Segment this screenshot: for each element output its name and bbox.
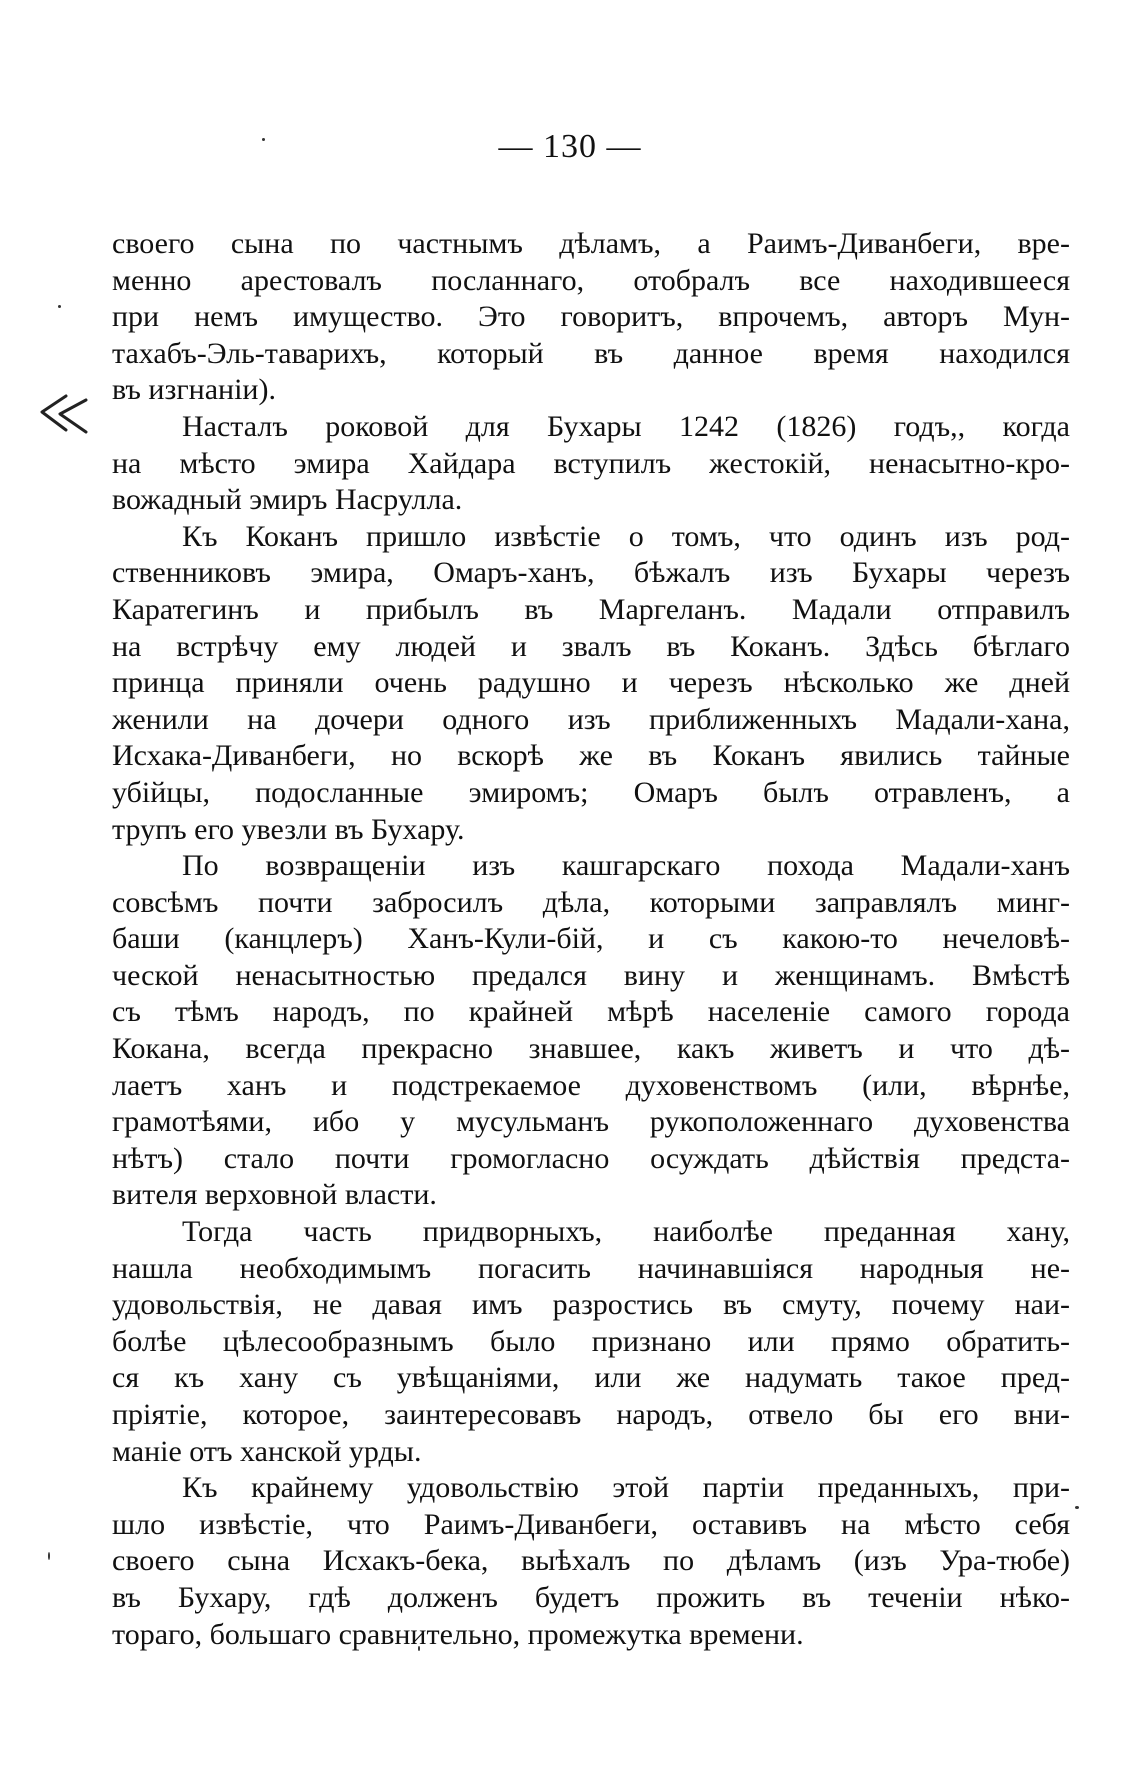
text-line: болѣе цѣлесообразнымъ было признано или прямо обратить- bbox=[112, 1324, 1070, 1358]
text-line: въ изгнаніи). bbox=[112, 373, 276, 407]
page-number: — 130 — bbox=[498, 128, 642, 165]
text-line: въ Бухару, гдѣ долженъ будетъ прожить въ теченіи нѣко- bbox=[112, 1580, 1070, 1614]
text-line: ственниковъ эмира, Омаръ-ханъ, бѣжалъ изъ Бухары черезъ bbox=[112, 556, 1070, 590]
text-line: при немъ имущество. Это говоритъ, впрочемъ, авторъ Мун- bbox=[112, 300, 1070, 334]
text-line: Каратегинъ и прибылъ въ Маргеланъ. Мадали отправилъ bbox=[112, 592, 1070, 626]
paragraph bbox=[112, 1214, 1070, 1470]
text-line: нѣтъ) стало почти громогласно осуждать дѣйствія предста- bbox=[112, 1141, 1070, 1175]
scan-speck bbox=[262, 138, 265, 141]
text-line: трупъ его увезли въ Бухару. bbox=[112, 812, 465, 846]
double-chevron-left-icon bbox=[36, 390, 92, 438]
text-line: Къ крайнему удовольствію этой партіи преданныхъ, при- bbox=[182, 1471, 1070, 1505]
text-line: маніе отъ ханской урды. bbox=[112, 1434, 422, 1468]
text-line: на мѣсто эмира Хайдара вступилъ жестокій, ненасытно-кро- bbox=[112, 446, 1070, 480]
text-line: шло извѣстіе, что Раимъ-Диванбеги, оставивъ на мѣсто себя bbox=[112, 1507, 1070, 1541]
paragraph bbox=[112, 519, 1070, 848]
text-line: женили на дочери одного изъ приближенныхъ Мадали-хана, bbox=[112, 702, 1070, 736]
text-line: Къ Коканъ пришло извѣстіе о томъ, что одинъ изъ род- bbox=[182, 519, 1070, 553]
text-line: тахабъ-Эль-таварихъ, который въ данное время находился bbox=[112, 336, 1070, 370]
text-line: съ тѣмъ народъ, по крайней мѣрѣ населеніе самого города bbox=[112, 995, 1070, 1029]
text-line: нашла необходимымъ погасить начинавшіяся народныя не- bbox=[112, 1251, 1070, 1285]
text-line: своего сына Исхакъ-бека, выѣхалъ по дѣламъ (изъ Ура-тюбе) bbox=[112, 1544, 1070, 1578]
text-line: вожадный эмиръ Насрулла. bbox=[112, 483, 463, 517]
text-line: убійцы, подосланные эмиромъ; Омаръ былъ отравленъ, а bbox=[112, 775, 1070, 809]
text-line: на встрѣчу ему людей и звалъ въ Коканъ. Здѣсь бѣглаго bbox=[112, 629, 1070, 663]
text-line: принца приняли очень радушно и черезъ нѣсколько же дней bbox=[112, 666, 1070, 700]
text-line: баши (канцлеръ) Ханъ-Кули-бій, и съ какою-то нечеловѣ- bbox=[112, 922, 1070, 956]
text-line: вителя верховной власти. bbox=[112, 1178, 437, 1212]
paragraph bbox=[112, 226, 1070, 409]
text-line: Тогда часть придворныхъ, наиболѣе преданная хану, bbox=[182, 1215, 1070, 1249]
paragraph bbox=[112, 1470, 1070, 1653]
text-line: своего сына по частнымъ дѣламъ, а Раимъ-Диванбеги, вре- bbox=[112, 227, 1070, 260]
scan-speck bbox=[58, 305, 61, 308]
text-line: Исхака-Диванбеги, но вскорѣ же въ Коканъ явились тайные bbox=[112, 739, 1070, 773]
text-line: менно арестовалъ посланнаго, отобралъ все находившееся bbox=[112, 263, 1070, 297]
paragraph bbox=[112, 848, 1070, 1214]
text-line: совсѣмъ почти забросилъ дѣла, которыми заправлялъ минг- bbox=[112, 885, 1070, 919]
text-line: удовольствія, не давая имъ разростись въ смуту, почему наи- bbox=[112, 1288, 1070, 1322]
text-line: ся къ хану съ увѣщаніями, или же надумать такое пред- bbox=[112, 1361, 1070, 1395]
text-line: Насталъ роковой для Бухары 1242 (1826) годъ,, когда bbox=[182, 409, 1070, 443]
text-line: тораго, большаго сравнительно, промежутка времени. bbox=[112, 1617, 804, 1651]
text-line: По возвращеніи изъ кашгарскаго похода Мадали-ханъ bbox=[182, 849, 1070, 883]
scan-speck bbox=[1075, 1506, 1079, 1509]
text-line: грамотѣями, ибо у мусульманъ рукоположеннаго духовенства bbox=[112, 1105, 1070, 1139]
text-line: лаетъ ханъ и подстрекаемое духовенствомъ (или, вѣрнѣе, bbox=[112, 1068, 1070, 1102]
text-line: Кокана, всегда прекрасно знавшее, какъ живетъ и что дѣ- bbox=[112, 1032, 1070, 1066]
paragraph bbox=[112, 409, 1070, 519]
body-text bbox=[112, 226, 1070, 1653]
text-line: пріятіе, которое, заинтересовавъ народъ, отвело бы его вни- bbox=[112, 1398, 1070, 1431]
text-line: ческой ненасытностью предался вину и женщинамъ. Вмѣстѣ bbox=[112, 958, 1070, 992]
scan-speck bbox=[48, 1552, 50, 1560]
